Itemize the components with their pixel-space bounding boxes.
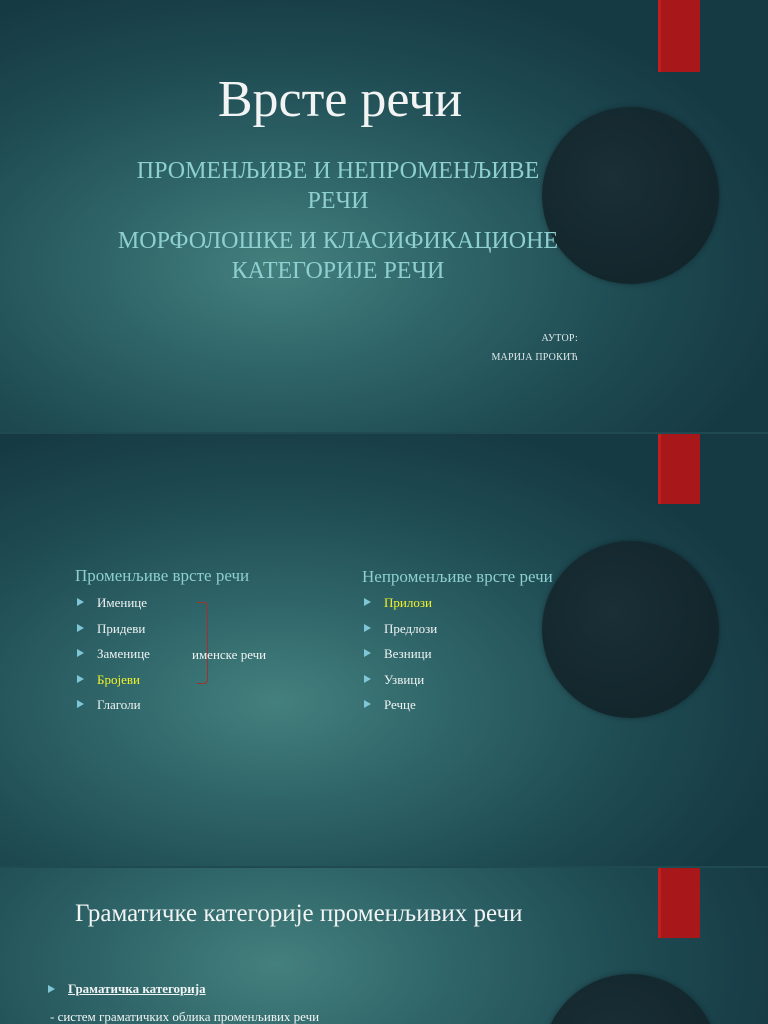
slide-grammatical-categories bbox=[0, 868, 768, 1024]
changeable-list bbox=[75, 590, 150, 718]
subtitle-1-line-2: РЕЧИ bbox=[307, 188, 369, 214]
triangle-bullet-icon bbox=[77, 700, 84, 708]
subtitle-2 bbox=[88, 226, 588, 286]
unchangeable-heading: Непроменљиве врсте речи bbox=[362, 567, 553, 586]
triangle-bullet-icon bbox=[77, 624, 84, 632]
author-label: АУТОР: bbox=[541, 333, 578, 344]
bracket-label: именске речи bbox=[192, 647, 267, 662]
triangle-bullet-icon bbox=[77, 675, 84, 683]
unchangeable-list bbox=[362, 590, 437, 718]
triangle-bullet-icon bbox=[48, 985, 55, 993]
red-accent-bar bbox=[658, 0, 700, 72]
triangle-bullet-icon bbox=[77, 649, 84, 657]
list-item: Глаголи bbox=[75, 692, 150, 718]
definition-line: - систем граматичких облика променљивих речи bbox=[50, 1009, 320, 1024]
triangle-bullet-icon bbox=[364, 675, 371, 683]
decorative-circle bbox=[542, 974, 719, 1024]
subtitle-1-line-1: ПРОМЕНЉИВЕ И НЕПРОМЕНЉИВЕ bbox=[136, 158, 540, 184]
slide-title-heading: Врсте речи bbox=[217, 71, 463, 128]
red-accent-bar bbox=[658, 868, 700, 938]
subtitle-2-line-2: КАТЕГОРИЈЕ РЕЧИ bbox=[231, 258, 445, 284]
slide-word-types bbox=[0, 434, 768, 866]
list-item: Прилози bbox=[362, 590, 437, 616]
triangle-bullet-icon bbox=[77, 598, 84, 606]
list-item: Узвици bbox=[362, 667, 437, 693]
triangle-bullet-icon bbox=[364, 700, 371, 708]
list-item: Именице bbox=[75, 590, 150, 616]
changeable-heading: Променљиве врсте речи bbox=[75, 566, 250, 585]
bracket-brace bbox=[197, 602, 208, 684]
triangle-bullet-icon bbox=[364, 598, 371, 606]
grammatical-category-item bbox=[48, 981, 206, 997]
triangle-bullet-icon bbox=[364, 649, 371, 657]
subtitle-1 bbox=[88, 156, 588, 216]
triangle-bullet-icon bbox=[364, 624, 371, 632]
red-accent-bar bbox=[658, 434, 700, 504]
slide-title bbox=[0, 0, 768, 432]
list-item: Заменице bbox=[75, 641, 150, 667]
list-item: Предлози bbox=[362, 616, 437, 642]
subtitle-2-line-1: МОРФОЛОШКЕ И КЛАСИФИКАЦИОНЕ bbox=[117, 228, 559, 254]
list-item: Везници bbox=[362, 641, 437, 667]
list-item: Придеви bbox=[75, 616, 150, 642]
author-name: МАРИЈА ПРОКИЋ bbox=[491, 352, 578, 363]
list-item: Речце bbox=[362, 692, 437, 718]
list-item: Бројеви bbox=[75, 667, 150, 693]
grammatical-category-label: Граматичка категорија bbox=[68, 981, 206, 996]
decorative-circle bbox=[542, 541, 719, 718]
slide-3-title: Граматичке категорије променљивих речи bbox=[75, 900, 523, 927]
